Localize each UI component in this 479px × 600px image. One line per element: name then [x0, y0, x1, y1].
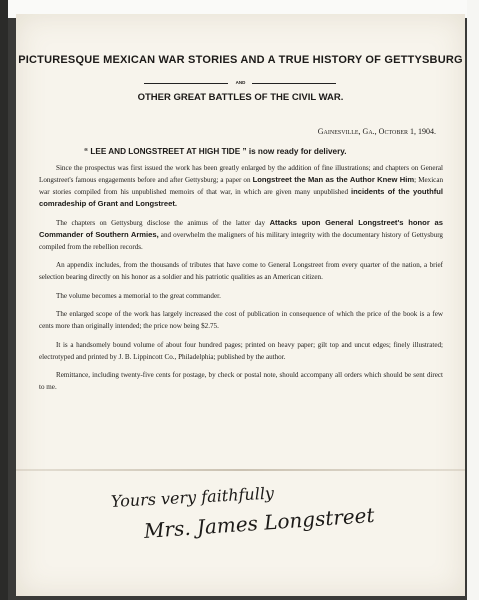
paragraph-3: An appendix includes, from the thousands of tributes that have come to General Longstreet from every quarter of the nation, a brief selection bearing directly on his honor as a soldier and his patriotic qualities as an American citizen.: [39, 261, 443, 281]
title-rule-right: [252, 83, 336, 84]
announcement-tail: is now ready for delivery.: [246, 147, 347, 156]
scan-margin-left: [0, 0, 8, 600]
paper-fold-crease: [16, 469, 465, 471]
paragraph-4: The volume becomes a memorial to the great commander.: [56, 291, 221, 300]
letter-page: [16, 14, 465, 596]
scan-margin-right: [467, 0, 479, 600]
letter-body: [39, 162, 443, 400]
paragraph-1-text-b: ; Mexican war stories compiled from his unpublished memoirs of that war, in which are given many unpublished: [39, 176, 444, 196]
title-line-2: OTHER GREAT BATTLES OF THE CIVIL WAR.: [137, 92, 344, 103]
signature-name: Mrs. James Longstreet: [143, 502, 376, 543]
signature-closing: Yours very faithfully: [110, 483, 275, 511]
paragraph-1: [39, 162, 443, 210]
paragraph-7: Remittance, including twenty-five cents for postage, by check or postal note, should accompany all orders which should be sent direct to me.: [39, 371, 443, 391]
paragraph-5: The enlarged scope of the work has largely increased the cost of publication in consequence of which the price of the book is a few cents more than originally intended; the price now being $2.75.: [39, 310, 443, 330]
paragraph-1-bold-a: Longstreet the Man as the Author Knew Him: [252, 175, 415, 184]
title-and: AND: [235, 80, 246, 85]
paragraph-6: It is a handsomely bound volume of about four hundred pages; printed on heavy paper; gilt top and uncut edges; finely illustrated; electrotyped and printed by J. B. Lippincott Co., Philadelphia; published by the author.: [39, 340, 443, 361]
paragraph-2: [39, 217, 443, 253]
dateline: Gainesville, Ga., October 1, 1904.: [317, 127, 436, 136]
paragraph-2-bold: Attacks upon General Longstreet's honor as Commander of Southern Armies,: [39, 217, 444, 239]
announcement: [84, 147, 347, 156]
announcement-title: “ LEE AND LONGSTREET AT HIGH TIDE ”: [84, 147, 247, 156]
paragraph-2-text-b: and overwhelm the maligners of his military integrity with the documentary history of Gettysburg compiled from the rebellion records.: [39, 230, 443, 251]
paragraph-2-text-a: The chapters on Gettysburg disclose the animus of the latter day: [56, 218, 270, 227]
paragraph-1-bold-b: incidents of the youthful comradeship of Grant and Longstreet.: [39, 187, 443, 208]
title-line-1: PICTURESQUE MEXICAN WAR STORIES AND A TRUE HISTORY OF GETTYSBURG: [18, 54, 463, 66]
paragraph-1-text-a: Since the prospectus was first issued the work has been greatly enlarged by the addition of fine illustrations; and chapters on General Longstreet's famous engagements before and after Gettysburg; a paper on: [39, 164, 443, 184]
